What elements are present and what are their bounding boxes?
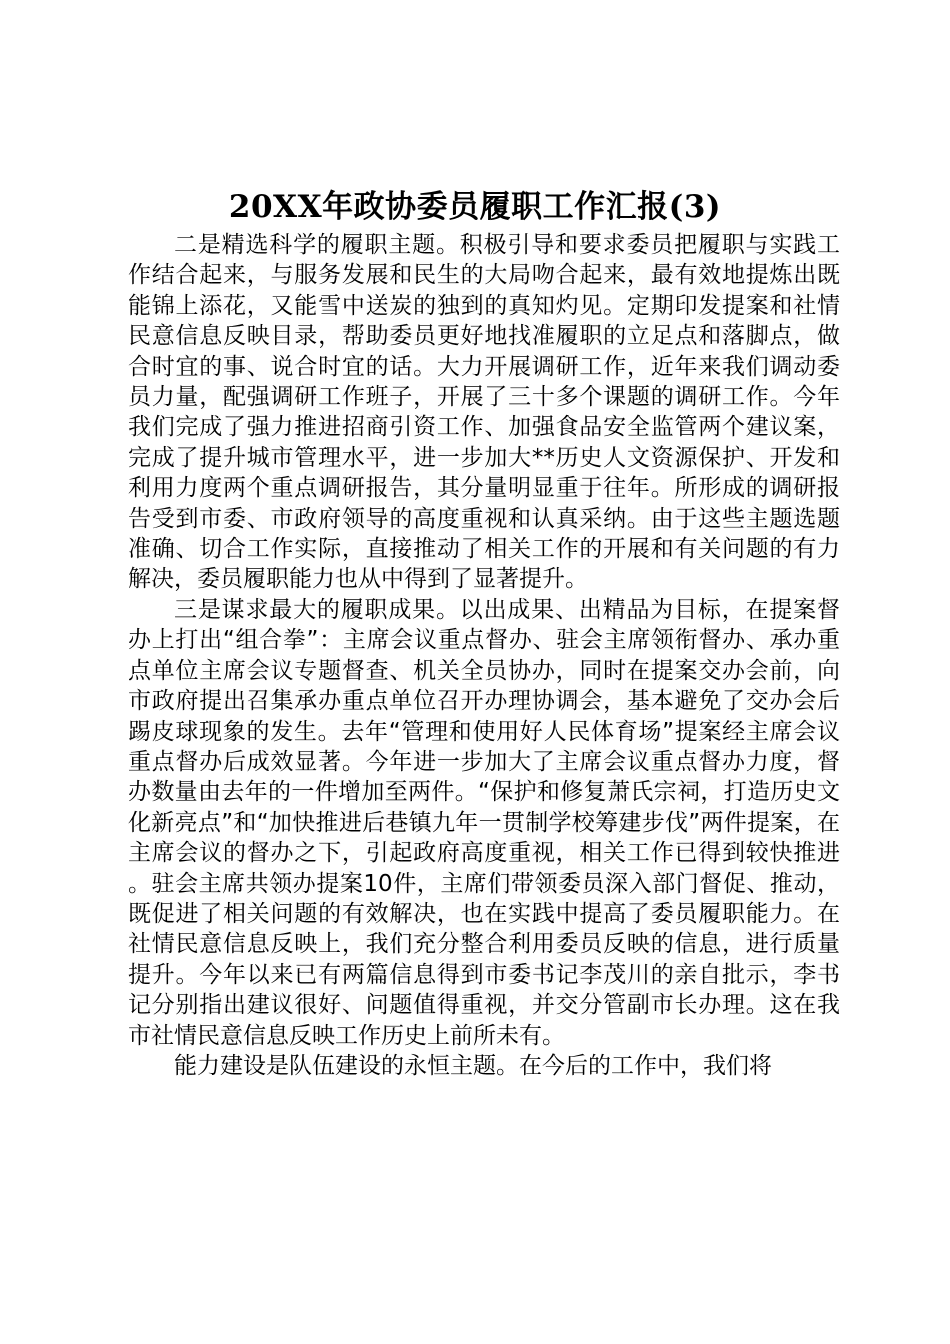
paragraph-selected-topics: 二是精选科学的履职主题。积极引导和要求委员把履职与实践工作结合起来，与服务发展和民生的大局吻合起来，最有效地提炼出既能锦上添花，又能雪中送炭的独到的真知灼见。定期印发提案和社情民意信息反映目录，帮助委员更好地找准履职的立足点和落脚点，做合时宜的事、说合时宜的话。大力开展调研工作，近年来我们调动委员力量，配强调研工作班子，开展了三十多个课题的调研工作。今年我们完成了强力推进招商引资工作、加强食品安全监管两个建议案，完成了提升城市管理水平，进一步加大**历史人文资源保护、开发和利用力度两个重点调研报告，其分量明显重于往年。所形成的调研报告受到市委、市政府领导的高度重视和认真采纳。由于这些主题选题准确、切合工作实际，直接推动了相关工作的开展和有关问题的有力解决，委员履职能力也从中得到了显著提升。 bbox=[128, 232, 840, 593]
paragraph-capacity-building: 能力建设是队伍建设的永恒主题。在今后的工作中，我们将 bbox=[174, 1052, 772, 1079]
document-body bbox=[128, 230, 840, 1081]
paragraph-performance-results: 三是谋求最大的履职成果。以出成果、出精品为目标，在提案督办上打出“组合拳”：主席会议重点督办、驻会主席领衔督办、承办重点单位主席会议专题督查、机关全员协办，同时在提案交办会前，向市政府提出召集承办重点单位召开办理协调会，基本避免了交办会后踢皮球现象的发生。去年“管理和使用好人民体育场”提案经主席会议重点督办后成效显著。今年进一步加大了主席会议重点督办力度，督办数量由去年的一件增加至两件。“保护和修复萧氏宗祠，打造历史文化新亮点”和“加快推进后巷镇九年一贯制学校筹建步伐”两件提案，在主席会议的督办之下，引起政府高度重视，相关工作已得到较快推进。驻会主席共领办提案10件，主席们带领委员深入部门督促、推动，既促进了相关问题的有效解决，也在实践中提高了委员履职能力。在社情民意信息反映上，我们充分整合利用委员反映的信息，进行质量提升。今年以来已有两篇信息得到市委书记李茂川的亲自批示，李书记分别指出建议很好、问题值得重视，并交分管副市长办理。这在我市社情民意信息反映工作历史上前所未有。 bbox=[128, 596, 840, 1049]
document-title: 20XX年政协委员履职工作汇报(3) bbox=[228, 189, 722, 225]
